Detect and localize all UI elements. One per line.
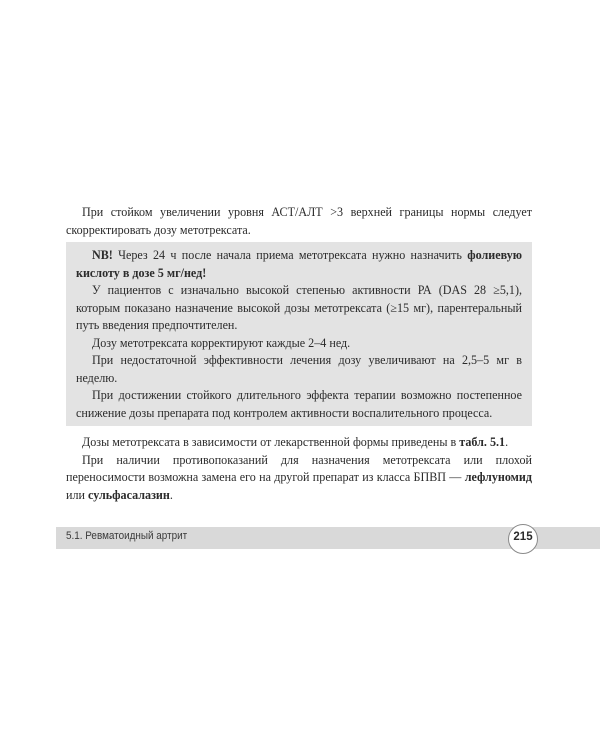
alt-or: или — [66, 487, 89, 502]
page-number-badge — [508, 524, 538, 554]
body-text — [66, 434, 532, 504]
table-ref-end: . — [505, 435, 509, 449]
table-ref-text: Дозы метотрексата в зависимости от лекарственной формы приведены в — [82, 435, 460, 449]
page-footer — [56, 527, 600, 549]
nb-paragraph-5: При достижении стойкого длительного эффекта терапии возможно постепенное снижение дозы препарата под контролем активности воспалительного процесса. — [76, 388, 522, 420]
nb-bold-text: фолиевую кислоту в дозе 5 мг/нед! — [76, 248, 522, 280]
drug-leflunomide: лефлуномид — [464, 470, 532, 485]
intro-paragraph — [66, 204, 532, 239]
table-link: табл. 5.1 — [459, 435, 506, 449]
nb-callout-box — [66, 242, 532, 426]
intro-text: При стойком увеличении уровня АСТ/АЛТ >3 верхней границы нормы следует скорректировать дозу метотрексата. — [66, 205, 532, 237]
nb-text: Через 24 ч после начала приема метотрексата нужно назначить — [112, 248, 468, 262]
alt-end: . — [169, 487, 173, 502]
nb-paragraph — [76, 247, 522, 282]
alternative-drugs-paragraph — [66, 452, 532, 505]
nb-label: NB! — [92, 248, 113, 262]
page-number: 215 — [513, 531, 533, 543]
footer-section-title: 5.1. Ревматоидный артрит — [66, 530, 188, 542]
table-reference-paragraph — [66, 434, 532, 452]
drug-sulfasalazine: сульфасалазин — [88, 487, 170, 502]
nb-paragraph-2: У пациентов с изначально высокой степенью активности РА (DAS 28 ≥5,1), которым показано назначение высокой дозы метотрексата (≥15 мг), парентеральный путь введения предпочтителен. — [76, 283, 522, 332]
nb-paragraph-3: Дозу метотрексата корректируют каждые 2–4 нед. — [92, 335, 351, 350]
nb-paragraph-4: При недостаточной эффективности лечения дозу увеличивают на 2,5–5 мг в неделю. — [76, 353, 522, 385]
alt-text: При наличии противопоказаний для назначения метотрексата или плохой переносимости возможна замена его на другой препарат из класса БПВП — — [66, 452, 532, 485]
